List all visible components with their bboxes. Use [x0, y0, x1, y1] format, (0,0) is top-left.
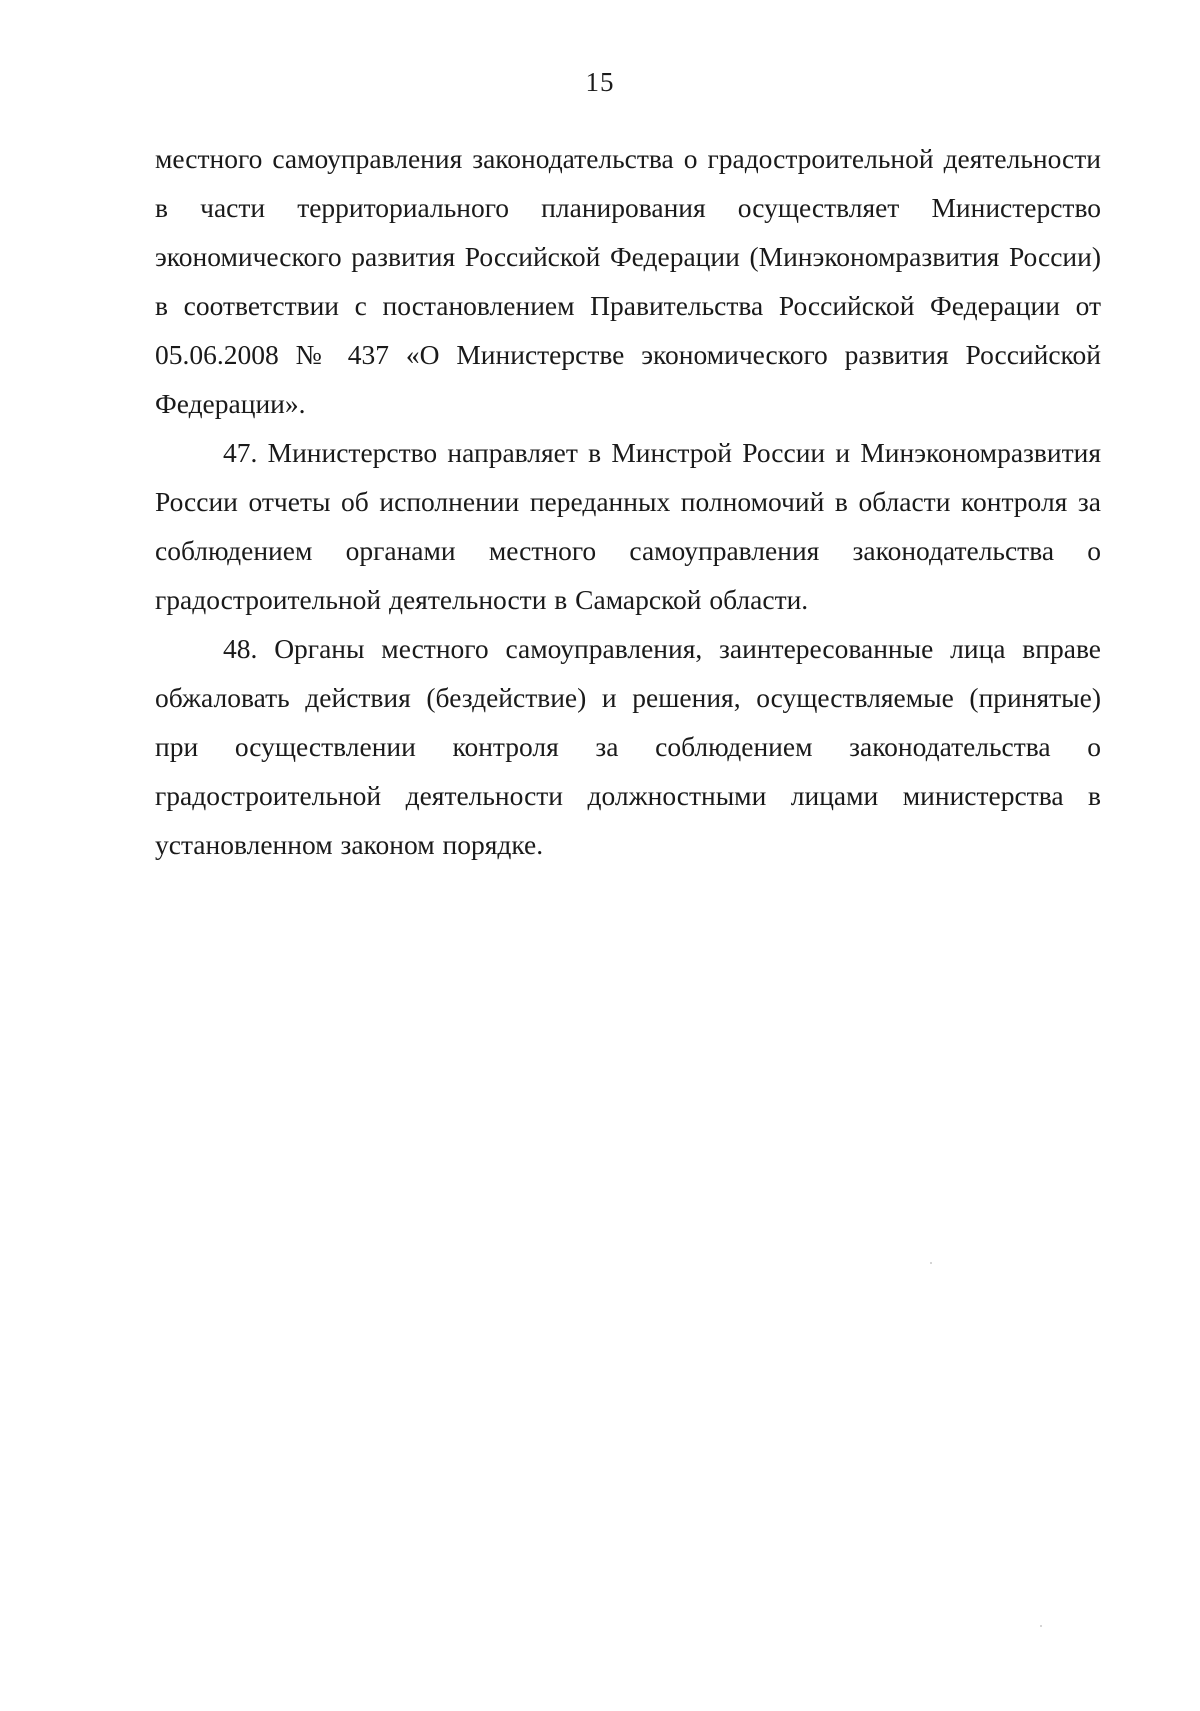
scan-speck	[930, 1262, 932, 1264]
paragraph-continued: местного самоуправления законодательства о градостроительной деятельности в части территориального планирования осуществляет Министерство экономического развития Российской Федерации (Минэкономразвития России) в соответствии с постановлением Правительства Российской Федерации от 05.06.2008 № 437 «О Министерстве экономического развития Российской Федерации».	[155, 143, 1101, 419]
scan-speck	[1040, 1625, 1042, 1627]
document-body	[155, 134, 1101, 869]
page-number: 15	[585, 67, 615, 97]
paragraph-47: 47. Министерство направляет в Минстрой России и Минэкономразвития России отчеты об исполнении переданных полномочий в области контроля за соблюдением органами местного самоуправления законодательства о градостроительной деятельности в Самарской области.	[155, 437, 1101, 615]
paragraph-48: 48. Органы местного самоуправления, заинтересованные лица вправе обжаловать действия (бездействие) и решения, осуществляемые (принятые) при осуществлении контроля за соблюдением законодательства о градостроительной деятельности должностными лицами министерства в установленном законом порядке.	[155, 633, 1101, 860]
